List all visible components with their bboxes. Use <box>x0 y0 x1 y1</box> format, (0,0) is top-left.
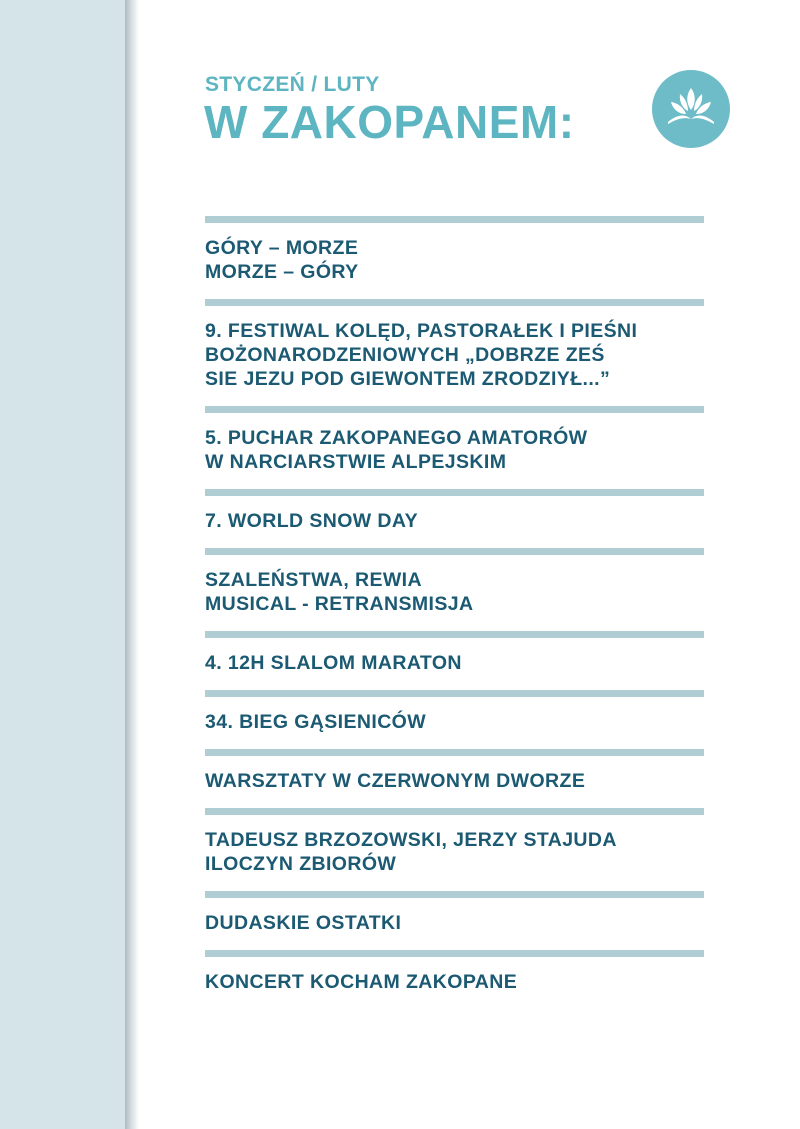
event-item <box>205 756 704 808</box>
event-item-line: BOŻONARODZENIOWYCH „DOBRZE ZEŚ <box>205 344 605 366</box>
event-item <box>205 555 704 631</box>
event-item <box>205 413 704 489</box>
divider-bar <box>205 891 704 898</box>
event-item <box>205 638 704 690</box>
event-item-line: 34. BIEG GĄSIENICÓW <box>205 711 427 733</box>
divider-bar <box>205 489 704 496</box>
sprout-leaves-icon <box>652 70 730 148</box>
divider-bar <box>205 216 704 223</box>
divider-bar <box>205 950 704 957</box>
event-item <box>205 898 704 950</box>
event-item-line: 9. FESTIWAL KOLĘD, PASTORAŁEK I PIEŚNI <box>205 320 638 342</box>
event-item-line: TADEUSZ BRZOZOWSKI, JERZY STAJUDA <box>205 829 617 851</box>
event-item-line: ILOCZYN ZBIORÓW <box>205 853 397 875</box>
event-item-line: MUSICAL - RETRANSMISJA <box>205 593 474 615</box>
divider-bar <box>205 808 704 815</box>
event-item-line: W NARCIARSTWIE ALPEJSKIM <box>205 451 507 473</box>
divider-bar <box>205 548 704 555</box>
divider-bar <box>205 631 704 638</box>
event-item <box>205 223 704 299</box>
event-item-line: 4. 12H SLALOM MARATON <box>205 652 462 674</box>
event-item-line: WARSZTATY W CZERWONYM DWORZE <box>205 770 586 792</box>
event-list <box>205 216 704 1009</box>
side-panel-shadow <box>125 0 139 1129</box>
event-item-line: GÓRY – MORZE <box>205 237 359 259</box>
page-title: W ZAKOPANEM: <box>204 96 575 148</box>
event-item-line: MORZE – GÓRY <box>205 261 359 283</box>
divider-bar <box>205 299 704 306</box>
page-subtitle: STYCZEŃ / LUTY <box>205 73 380 96</box>
divider-bar <box>205 406 704 413</box>
event-item <box>205 957 704 1009</box>
event-item <box>205 697 704 749</box>
side-panel <box>0 0 125 1129</box>
event-item-line: 5. PUCHAR ZAKOPANEGO AMATORÓW <box>205 427 588 449</box>
event-item-line: SIE JEZU POD GIEWONTEM ZRODZIYŁ...” <box>205 368 611 390</box>
divider-bar <box>205 749 704 756</box>
event-item-line: 7. WORLD SNOW DAY <box>205 510 419 532</box>
event-item <box>205 306 704 406</box>
event-item <box>205 496 704 548</box>
event-item-line: DUDASKIE OSTATKI <box>205 912 402 934</box>
divider-bar <box>205 690 704 697</box>
event-item-line: SZALEŃSTWA, REWIA <box>205 569 422 591</box>
event-item-line: KONCERT KOCHAM ZAKOPANE <box>205 971 518 993</box>
event-item <box>205 815 704 891</box>
